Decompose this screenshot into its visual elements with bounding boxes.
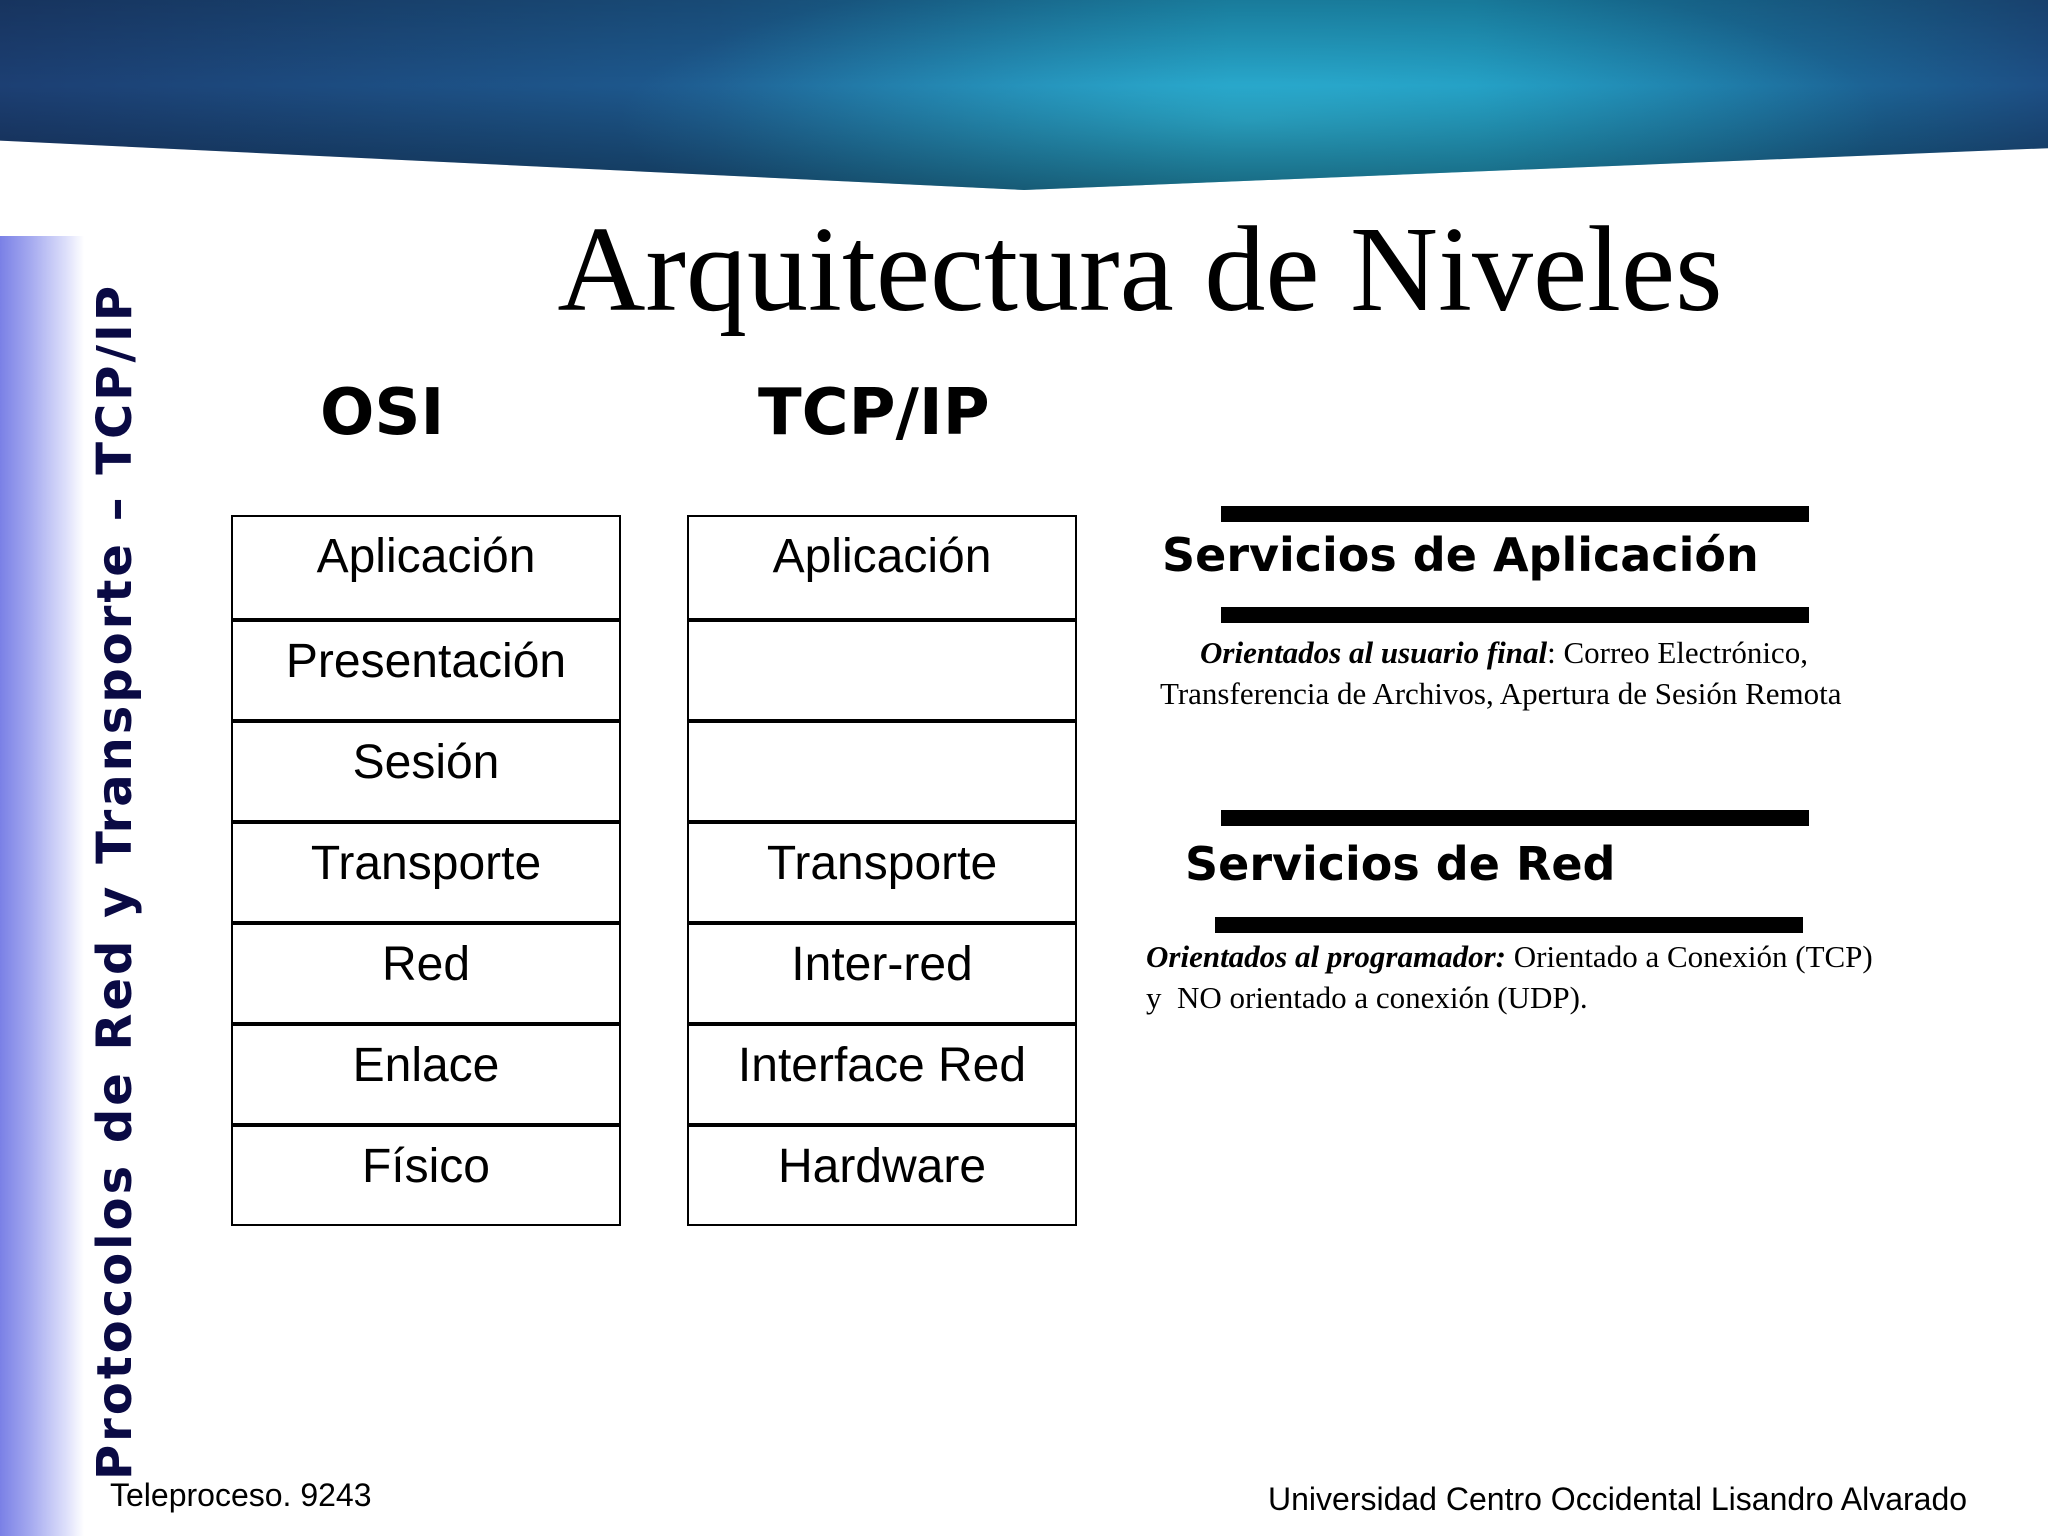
tcpip-layer: Inter-red (689, 921, 1075, 1022)
footer-course: Teleproceso. 9243 (110, 1477, 372, 1513)
osi-layer: Físico (233, 1123, 619, 1224)
osi-layer: Sesión (233, 719, 619, 820)
app-services-description (1160, 632, 1842, 714)
net-services-bottom-bar (1215, 917, 1803, 933)
osi-layer: Aplicación (316, 530, 536, 583)
side-label: Protocolos de Red y Transporte – TCP/IP (87, 282, 143, 1480)
app-services-bottom-bar (1221, 607, 1809, 623)
net-services-heading: Servicios de Red (1185, 837, 1616, 891)
tcpip-layer (689, 719, 1075, 820)
osi-layer: Transporte (233, 820, 619, 921)
net-services-desc-bold: Orientados al programador: (1146, 939, 1506, 974)
slide-title: Arquitectura de Niveles (557, 202, 1723, 337)
tcpip-stack (687, 515, 1077, 1226)
app-services-heading: Servicios de Aplicación (1162, 528, 1759, 582)
osi-header: OSI (320, 376, 445, 450)
net-services-desc-rest: Orientado a Conexión (TCP) (1505, 939, 1873, 974)
osi-stack (231, 515, 621, 1226)
osi-layer: Red (233, 921, 619, 1022)
tcpip-layer: Transporte (689, 820, 1075, 921)
tcpip-layer: Hardware (689, 1123, 1075, 1224)
net-services-top-bar (1221, 810, 1809, 826)
net-services-desc-line2: y NO orientado a conexión (UDP). (1146, 980, 1588, 1015)
tcpip-layer: Interface Red (689, 1022, 1075, 1123)
footer-university: Universidad Centro Occidental Lisandro Alvarado (1268, 1481, 1968, 1517)
tcpip-layer (689, 618, 1075, 719)
tcpip-header: TCP/IP (758, 376, 990, 450)
app-services-desc-bold: Orientados al usuario final (1200, 635, 1548, 670)
app-services-desc-line2: Transferencia de Archivos, Apertura de Sesión Remota (1160, 676, 1842, 711)
app-services-top-bar (1221, 506, 1809, 522)
osi-layer: Enlace (233, 1022, 619, 1123)
net-services-description (1146, 936, 1873, 1018)
side-strip (0, 236, 84, 1536)
app-services-desc-rest: : Correo Electrónico, (1547, 635, 1808, 670)
header-banner-shade (0, 0, 2048, 190)
osi-layer: Presentación (233, 618, 619, 719)
tcpip-layer: Aplicación (772, 530, 992, 583)
